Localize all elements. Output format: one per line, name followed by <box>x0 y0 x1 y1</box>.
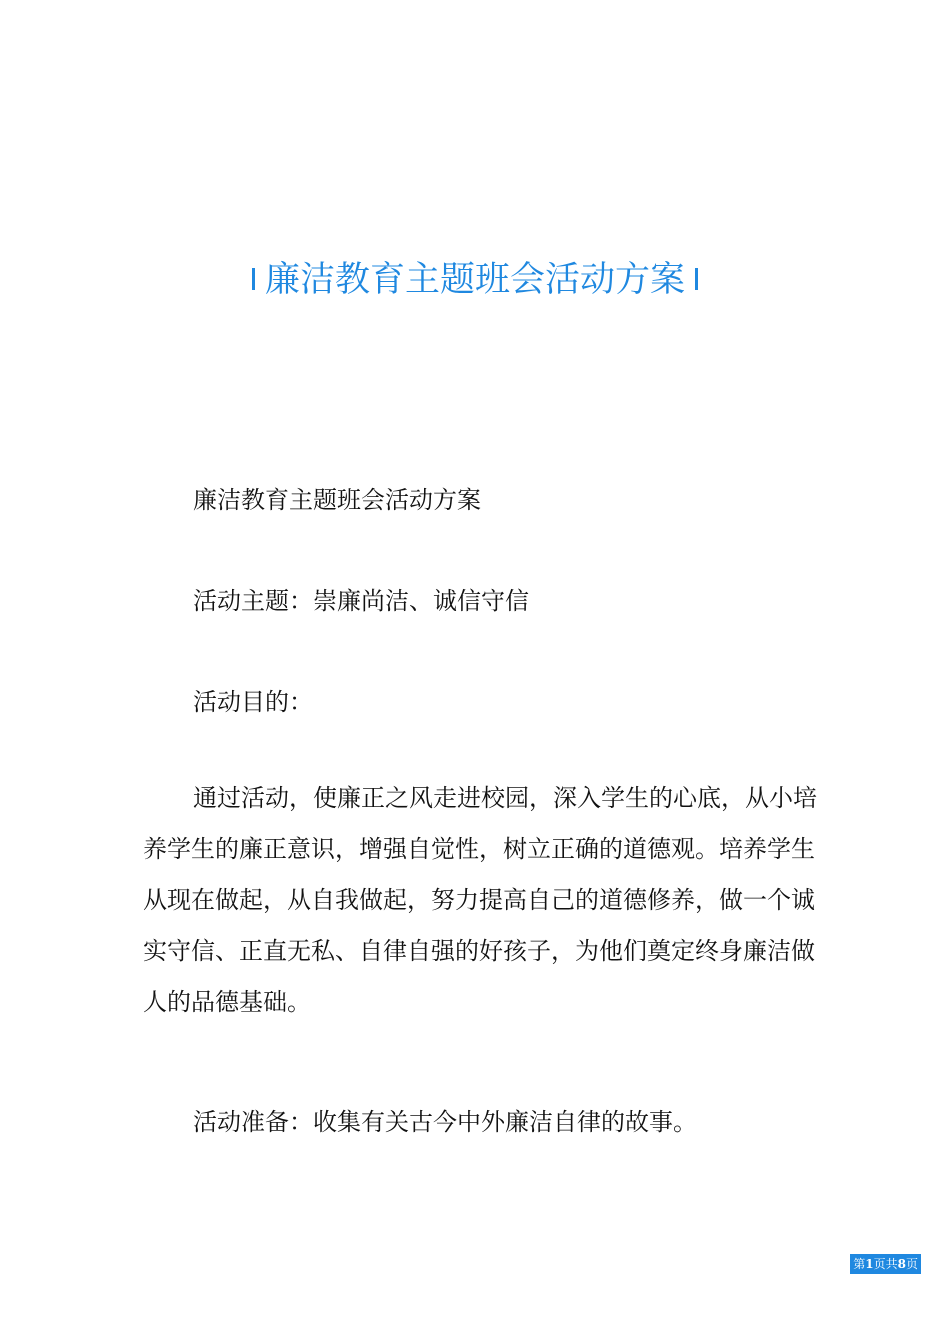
page-number-footer <box>850 1254 921 1274</box>
document-title: 廉洁教育主题班会活动方案 <box>264 260 685 300</box>
title-left-bar <box>252 268 255 290</box>
footer-total-pages: 8 <box>897 1257 906 1271</box>
paragraph-heading: 廉洁教育主题班会活动方案 <box>193 486 481 514</box>
footer-current-page: 1 <box>865 1257 874 1271</box>
title-right-bar <box>695 268 698 290</box>
paragraph-theme: 活动主题：崇廉尚洁、诚信守信 <box>193 587 529 615</box>
document-title-block <box>0 254 950 306</box>
footer-suffix: 页 <box>905 1257 918 1271</box>
paragraph-goal-body: 通过活动，使廉正之风走进校园，深入学生的心底，从小培养学生的廉正意识，增强自觉性，树立正确的道德观。培养学生从现在做起，从自我做起，努力提高自己的道德修养，做一个诚实守信、正直无私、自律自强的好孩子，为他们奠定终身廉洁做人的品德基础。 <box>143 784 817 1016</box>
paragraph-preparation: 活动准备：收集有关古今中外廉洁自律的故事。 <box>193 1108 697 1136</box>
footer-prefix: 第 <box>853 1257 866 1271</box>
paragraph-goal-label: 活动目的： <box>193 688 313 716</box>
footer-middle: 页共 <box>873 1257 898 1271</box>
